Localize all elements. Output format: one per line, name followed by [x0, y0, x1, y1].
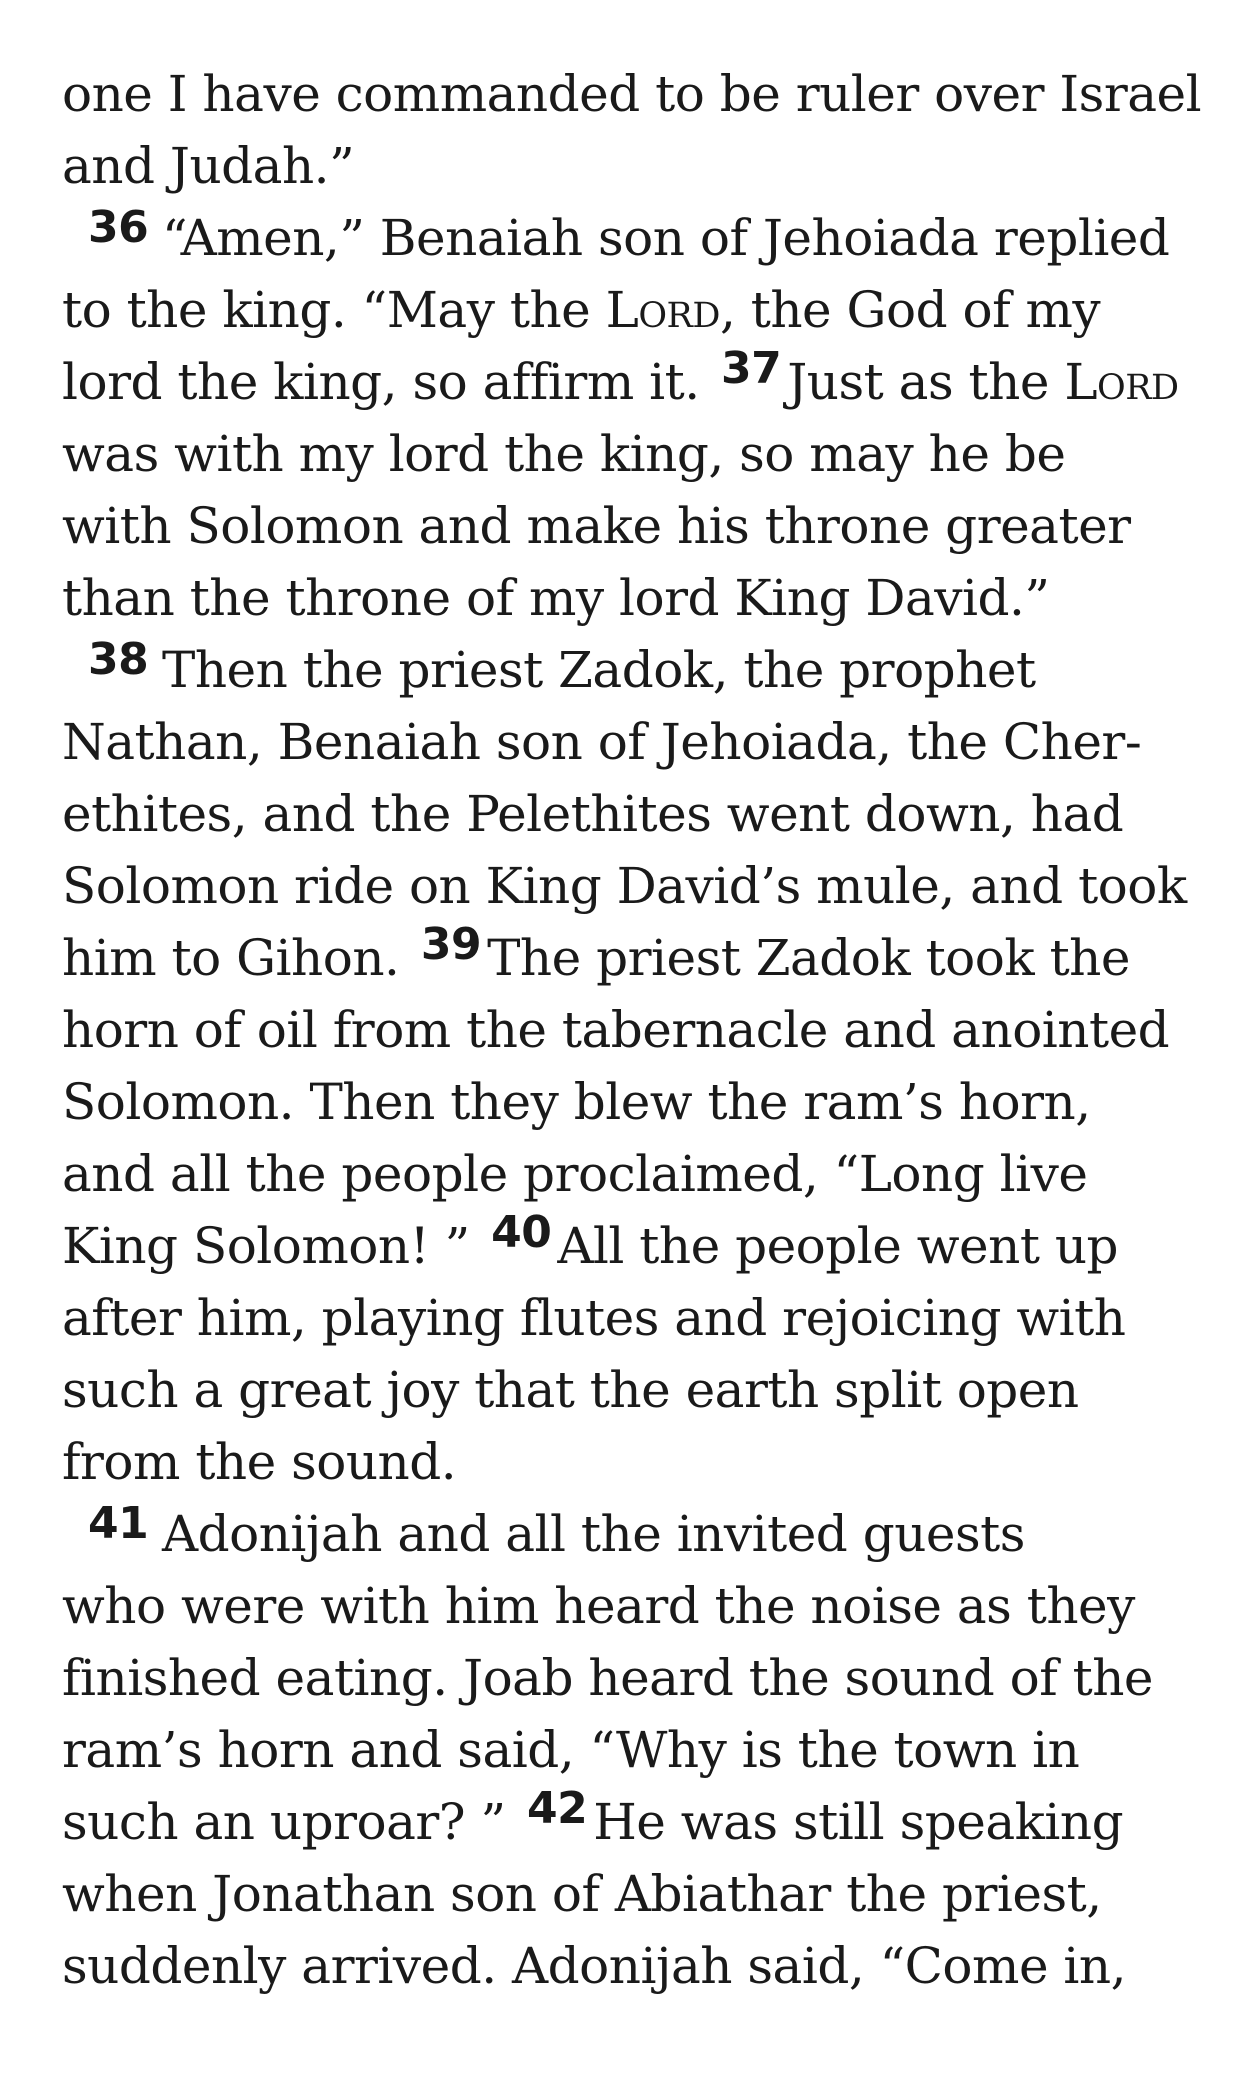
text-line: ethites, and the Pelethites went down, had — [62, 785, 1124, 843]
text-run: such an uproar? ” — [62, 1793, 506, 1851]
text-line: such a great joy that the earth split open — [62, 1361, 1079, 1419]
verse-36 — [62, 202, 1202, 274]
text-run: The priest Zadok took the — [487, 929, 1130, 987]
text-line: than the throne of my lord King David.” — [62, 569, 1050, 627]
text-line: one I have commanded to be ruler over Israel — [62, 65, 1202, 123]
text-line: suddenly arrived. Adonijah said, “Come in, — [62, 1937, 1127, 1995]
text-line — [62, 343, 1202, 418]
verse-number[interactable]: 36 — [88, 202, 149, 253]
verse-38 — [62, 634, 1202, 706]
divine-name: Lord — [605, 281, 720, 339]
verse-number[interactable]: 39 — [420, 919, 482, 970]
verse-number[interactable]: 37 — [721, 343, 782, 394]
text-line: finished eating. Joab heard the sound of the — [62, 1649, 1154, 1707]
text-line: after him, playing flutes and rejoicing with — [62, 1289, 1126, 1347]
text-run: All the people went up — [557, 1217, 1119, 1275]
text-line: who were with him heard the noise as they — [62, 1577, 1135, 1635]
text-run: him to Gihon. — [62, 929, 400, 987]
text-line: was with my lord the king, so may he be — [62, 425, 1066, 483]
text-run: Just as the — [787, 353, 1065, 411]
verse-number[interactable]: 42 — [526, 1783, 588, 1834]
text-line: ram’s horn and said, “Why is the town in — [62, 1721, 1080, 1779]
text-line: from the sound. — [62, 1433, 457, 1491]
text-line: and all the people proclaimed, “Long live — [62, 1145, 1088, 1203]
verse-number[interactable]: 38 — [88, 634, 149, 685]
verse-number[interactable]: 40 — [491, 1207, 552, 1258]
text-line: when Jonathan son of Abiathar the priest, — [62, 1865, 1102, 1923]
text-line: with Solomon and make his throne greater — [62, 497, 1131, 555]
verse-text: “Amen,” Benaiah son of Jehoiada replied — [162, 209, 1170, 267]
text-run: King Solomon! ” — [62, 1217, 470, 1275]
verse-text: Then the priest Zadok, the prophet — [162, 641, 1036, 699]
scripture-passage — [62, 58, 1202, 2002]
text-line — [62, 1207, 1202, 1282]
text-run: to the king. “May the — [62, 281, 606, 339]
verse-text: Adonijah and all the invited guests — [162, 1505, 1025, 1563]
text-run: He was still speaking — [593, 1793, 1124, 1851]
divine-name: Lord — [1064, 353, 1179, 411]
text-line: and Judah.” — [62, 137, 355, 195]
text-line — [62, 919, 1202, 994]
text-line: horn of oil from the tabernacle and anointed — [62, 1001, 1170, 1059]
text-run: , the God of my — [719, 281, 1101, 339]
text-line: Solomon. Then they blew the ram’s horn, — [62, 1073, 1091, 1131]
text-line — [62, 1783, 1202, 1858]
verse-41 — [62, 1498, 1202, 1570]
verse-number[interactable]: 41 — [88, 1498, 149, 1549]
text-line: Nathan, Benaiah son of Jehoiada, the Cher- — [62, 713, 1142, 771]
text-run: lord the king, so affirm it. — [62, 353, 700, 411]
text-line — [62, 274, 1202, 346]
text-line: Solomon ride on King David’s mule, and took — [62, 857, 1187, 915]
